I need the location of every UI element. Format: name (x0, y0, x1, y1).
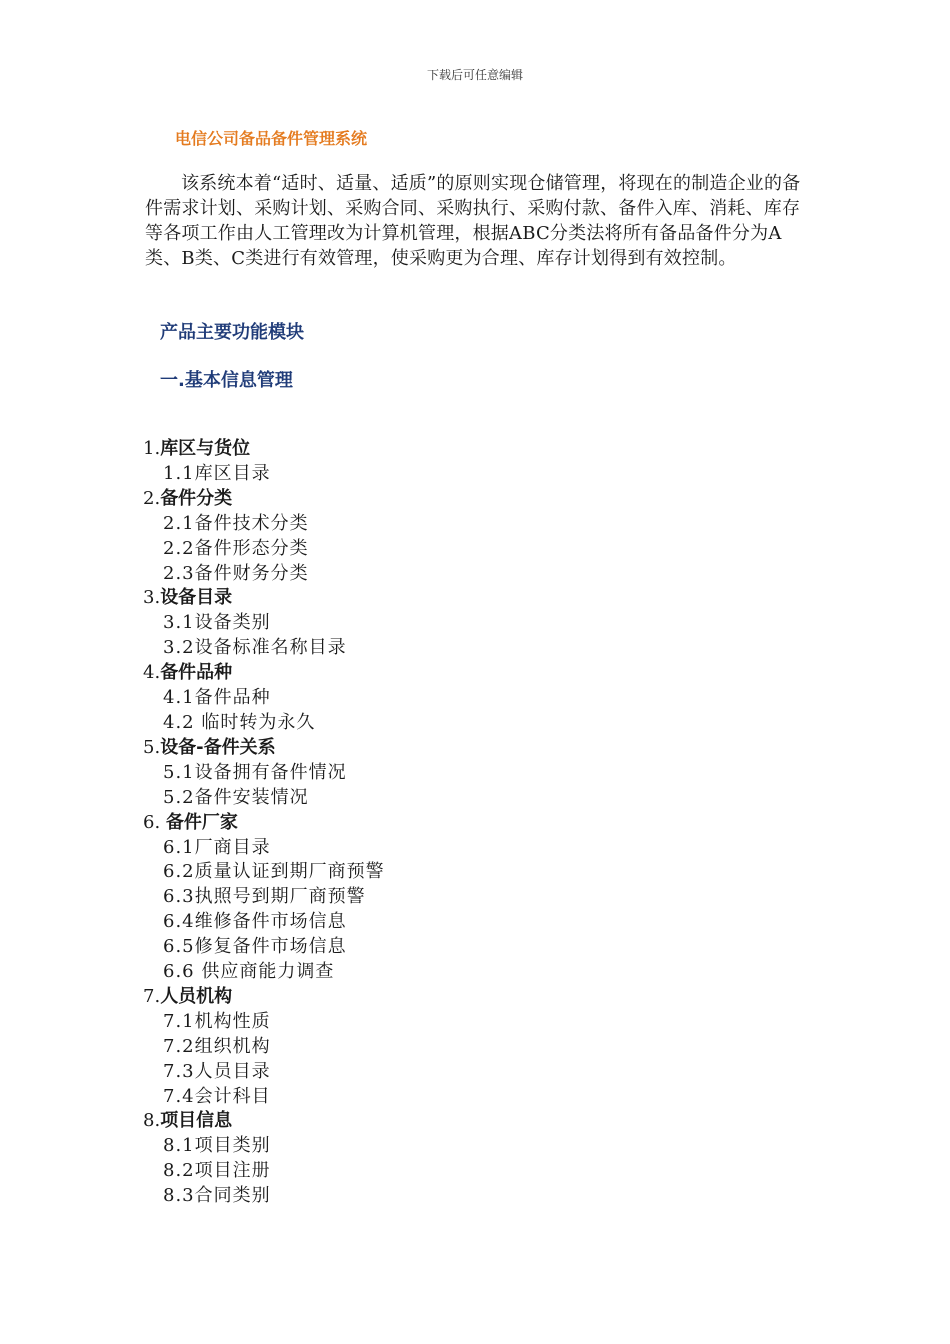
outline-subitem: 2.2备件形态分类 (163, 537, 309, 559)
outline-item-number: 4. (143, 662, 161, 684)
outline-item-label: 设备目录 (160, 587, 233, 609)
outline-item-number: 3. (143, 587, 161, 609)
outline-item-number: 2. (143, 487, 161, 509)
header-note: 下载后可任意编辑 (426, 68, 523, 82)
document-title: 电信公司备品备件管理系统 (175, 129, 368, 148)
outline-item-number: 5. (143, 736, 161, 758)
outline-subitem: 2.3备件财务分类 (163, 562, 309, 584)
outline-subitem: 6.5修复备件市场信息 (163, 936, 347, 958)
outline-item (143, 586, 385, 611)
function-outline (143, 437, 385, 1209)
outline-item (143, 437, 385, 462)
outline-subitem: 7.2组织机构 (163, 1035, 271, 1057)
outline-item (143, 661, 385, 686)
outline-item-label: 库区与货位 (160, 438, 251, 459)
outline-item-number: 8. (143, 1110, 161, 1132)
outline-subitem: 2.1备件技术分类 (163, 512, 309, 534)
outline-subitem: 5.2备件安装情况 (163, 786, 309, 808)
outline-subitem: 8.2项目注册 (163, 1160, 271, 1182)
outline-subitem: 6.1厂商目录 (163, 836, 271, 858)
outline-subitem: 3.1设备类别 (163, 612, 271, 634)
outline-item-label: 备件厂家 (165, 811, 238, 833)
outline-subitem: 8.3合同类别 (163, 1185, 271, 1207)
outline-item (143, 811, 385, 836)
outline-subitem: 8.1项目类别 (163, 1135, 271, 1157)
outline-subitem: 4.2 临时转为永久 (163, 711, 316, 733)
outline-subitem: 7.3人员目录 (163, 1060, 271, 1082)
outline-subitem: 6.2质量认证到期厂商预警 (163, 861, 385, 883)
section-heading-main: 产品主要功能模块 (160, 322, 304, 343)
outline-subitem: 5.1设备拥有备件情况 (163, 761, 347, 783)
outline-item-number: 7. (143, 985, 161, 1007)
outline-item-number: 6. (143, 811, 166, 833)
outline-subitem: 6.3执照号到期厂商预警 (163, 886, 366, 908)
outline-subitem: 6.4维修备件市场信息 (163, 911, 347, 933)
outline-item-label: 人员机构 (160, 985, 233, 1007)
outline-subitem: 1.1库区目录 (163, 462, 271, 484)
outline-subitem: 4.1备件品种 (163, 687, 271, 709)
outline-item-label: 项目信息 (160, 1110, 233, 1132)
outline-item (143, 736, 385, 761)
intro-paragraph: 该系统本着“适时、适量、适质”的原则实现仓储管理，将现在的制造企业的备件需求计划、采购计划、采购合同、采购执行、采购付款、备件入库、消耗、库存等各项工作由人工管理改为计算机管理，根据ABC分类法将所有备品备件分为A类、B类、C类进行有效管理，使采购更为合理、库存计划得到有效控制。 (145, 173, 801, 269)
outline-subitem: 3.2设备标准名称目录 (163, 637, 347, 659)
outline-item (143, 487, 385, 512)
outline-item-label: 设备-备件关系 (160, 736, 276, 758)
section-heading-basic-info: 一.基本信息管理 (160, 370, 293, 391)
outline-item (143, 985, 385, 1010)
outline-subitem: 7.4会计科目 (163, 1085, 271, 1107)
outline-item-label: 备件品种 (160, 662, 233, 684)
outline-item (143, 1109, 385, 1134)
outline-subitem: 6.6 供应商能力调查 (163, 961, 335, 983)
outline-item-label: 备件分类 (160, 487, 233, 509)
outline-subitem: 7.1机构性质 (163, 1010, 271, 1032)
outline-item-number: 1. (143, 438, 161, 459)
